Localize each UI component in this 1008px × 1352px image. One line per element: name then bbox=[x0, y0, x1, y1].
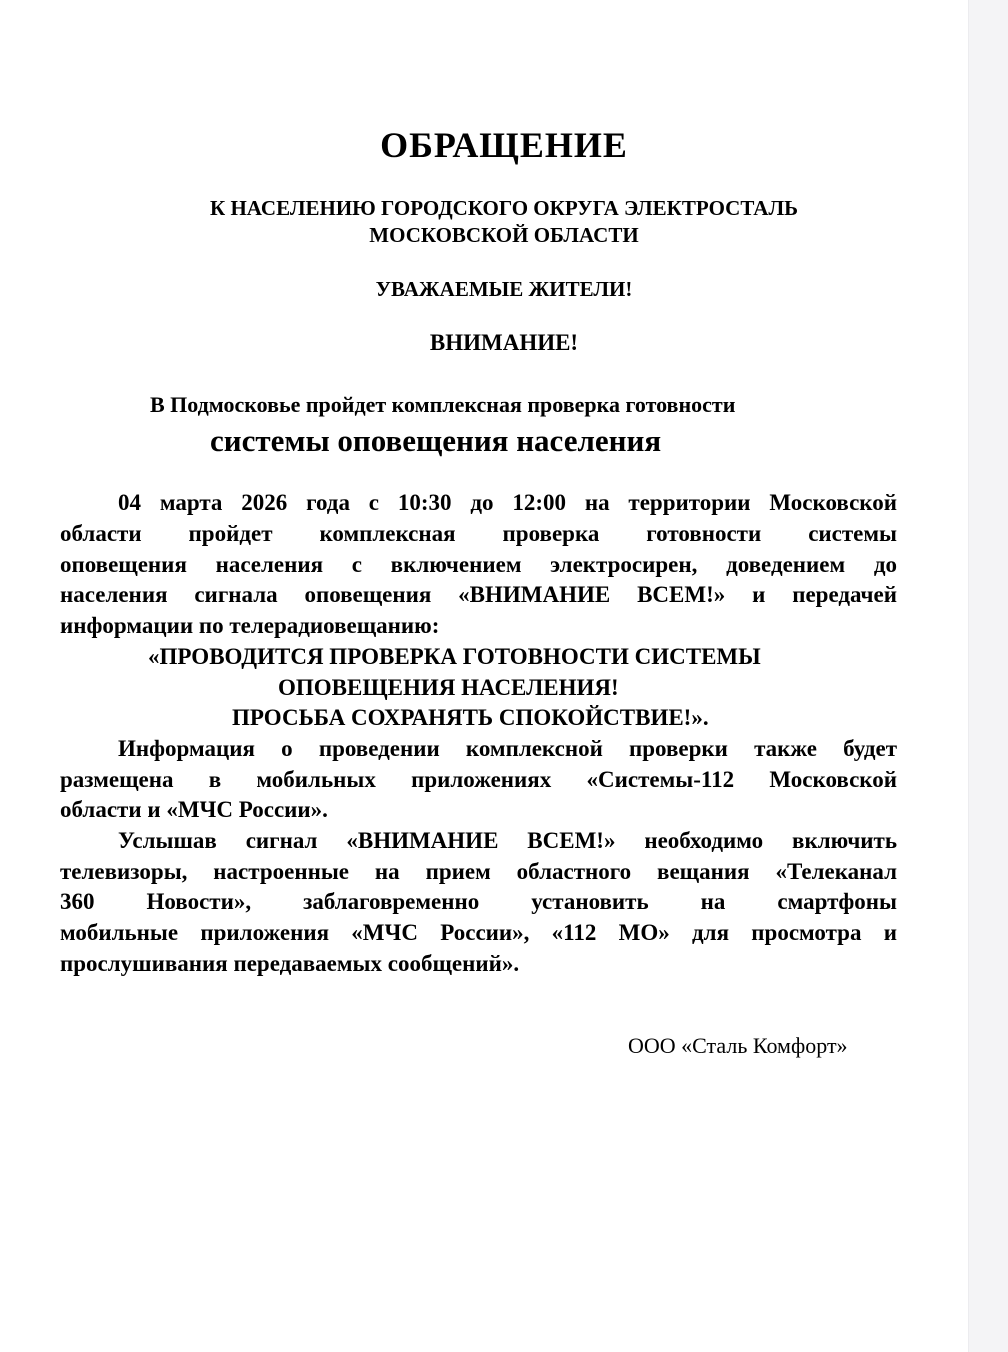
headline: системы оповещения населения bbox=[210, 423, 662, 458]
paragraph-3-line-2: телевизоры, настроенные на прием областного вещания «Телеканал bbox=[60, 859, 897, 884]
quote-line-2: ОПОВЕЩЕНИЯ НАСЕЛЕНИЯ! bbox=[278, 675, 619, 700]
addressee-line-1: К НАСЕЛЕНИЮ ГОРОДСКОГО ОКРУГА ЭЛЕКТРОСТАЛЬ bbox=[210, 196, 798, 220]
signature: ООО «Сталь Комфорт» bbox=[628, 1033, 848, 1058]
paragraph-3-line-4: мобильные приложения «МЧС России», «112 МО» для просмотра и bbox=[60, 920, 897, 945]
greeting: УВАЖАЕМЫЕ ЖИТЕЛИ! bbox=[375, 277, 633, 301]
paragraph-1-line-3: оповещения населения с включением электросирен, доведением до bbox=[60, 552, 897, 577]
paragraph-1-line-5: информации по телерадиовещанию: bbox=[60, 613, 440, 638]
quote-line-3: ПРОСЬБА СОХРАНЯТЬ СПОКОЙСТВИЕ!». bbox=[232, 705, 709, 730]
subheading: В Подмосковье пройдет комплексная проверка готовности bbox=[150, 392, 736, 417]
paragraph-3-line-1: Услышав сигнал «ВНИМАНИЕ ВСЕМ!» необходимо включить bbox=[118, 828, 897, 853]
paragraph-2-line-3: области и «МЧС России». bbox=[60, 797, 328, 822]
paragraph-2-line-1: Информация о проведении комплексной проверки также будет bbox=[118, 736, 897, 761]
paragraph-2-line-2: размещена в мобильных приложениях «Системы-112 Московской bbox=[60, 767, 897, 792]
paragraph-1-line-4: населения сигнала оповещения «ВНИМАНИЕ ВСЕМ!» и передачей bbox=[60, 582, 897, 607]
viewer-side-strip bbox=[968, 0, 1008, 1352]
addressee-line-2: МОСКОВСКОЙ ОБЛАСТИ bbox=[369, 223, 639, 247]
document-title: ОБРАЩЕНИЕ bbox=[380, 125, 628, 165]
quote-line-1: «ПРОВОДИТСЯ ПРОВЕРКА ГОТОВНОСТИ СИСТЕМЫ bbox=[148, 644, 761, 669]
attention-heading: ВНИМАНИЕ! bbox=[429, 330, 579, 355]
paragraph-1-line-2: области пройдет комплексная проверка готовности системы bbox=[60, 521, 897, 546]
paragraph-3-line-5: прослушивания передаваемых сообщений». bbox=[60, 951, 520, 976]
paragraph-1-line-1: 04 марта 2026 года с 10:30 до 12:00 на территории Московской bbox=[118, 490, 897, 515]
paragraph-3-line-3: 360 Новости», заблаговременно установить на смартфоны bbox=[60, 889, 897, 914]
